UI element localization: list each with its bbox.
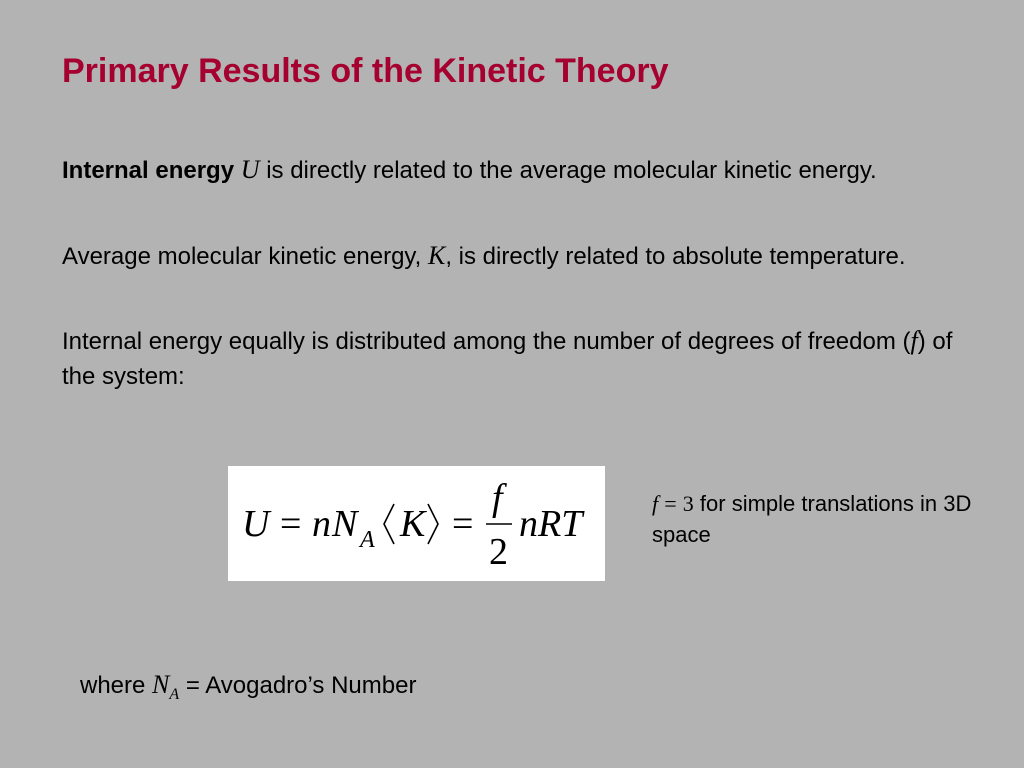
where-subscript-a: A bbox=[169, 685, 180, 703]
formula-equation bbox=[228, 466, 605, 581]
formula-n: n bbox=[312, 503, 331, 545]
side-note-text: for simple translations in 3D space bbox=[652, 491, 972, 547]
paragraph-text: Internal energy equally is distributed among the number of degrees of freedom ( bbox=[62, 328, 911, 355]
symbol-k: K bbox=[427, 241, 446, 270]
paragraph-internal-energy bbox=[62, 152, 962, 188]
left-angle-bracket bbox=[384, 504, 394, 544]
paragraph-text: ) of the system: bbox=[62, 328, 953, 390]
formula-subscript-a: A bbox=[360, 527, 375, 553]
side-note-equals: = bbox=[664, 491, 677, 516]
formula-k: K bbox=[400, 503, 426, 545]
paragraph-text: Average molecular kinetic energy, bbox=[62, 243, 422, 270]
where-lead: where bbox=[80, 672, 146, 699]
formula-big-n: N bbox=[332, 503, 358, 545]
paragraph-degrees-of-freedom bbox=[62, 323, 962, 394]
formula-nrt: nRT bbox=[519, 503, 583, 545]
side-note-three: 3 bbox=[682, 491, 694, 516]
slide-title: Primary Results of the Kinetic Theory bbox=[62, 52, 669, 90]
right-angle-bracket bbox=[428, 504, 438, 544]
symbol-f: f bbox=[910, 326, 918, 355]
where-text: = Avogadro’s Number bbox=[185, 672, 417, 699]
paragraph-kinetic-energy bbox=[62, 238, 962, 274]
symbol-u: U bbox=[240, 155, 260, 184]
formula-box bbox=[228, 466, 605, 581]
side-note bbox=[652, 488, 972, 550]
side-note-f: f bbox=[652, 491, 659, 516]
formula-equals: = bbox=[280, 503, 302, 545]
formula-equals: = bbox=[452, 503, 474, 545]
where-symbol-n: N bbox=[152, 670, 170, 699]
paragraph-text: , is directly related to absolute temperature. bbox=[445, 243, 906, 270]
bold-lead: Internal energy bbox=[62, 157, 235, 184]
paragraph-text: is directly related to the average molecular kinetic energy. bbox=[266, 157, 877, 184]
fraction-denominator-2: 2 bbox=[489, 531, 508, 573]
formula-u: U bbox=[242, 503, 270, 545]
where-note bbox=[80, 670, 416, 704]
fraction-numerator-f: f bbox=[492, 477, 503, 519]
